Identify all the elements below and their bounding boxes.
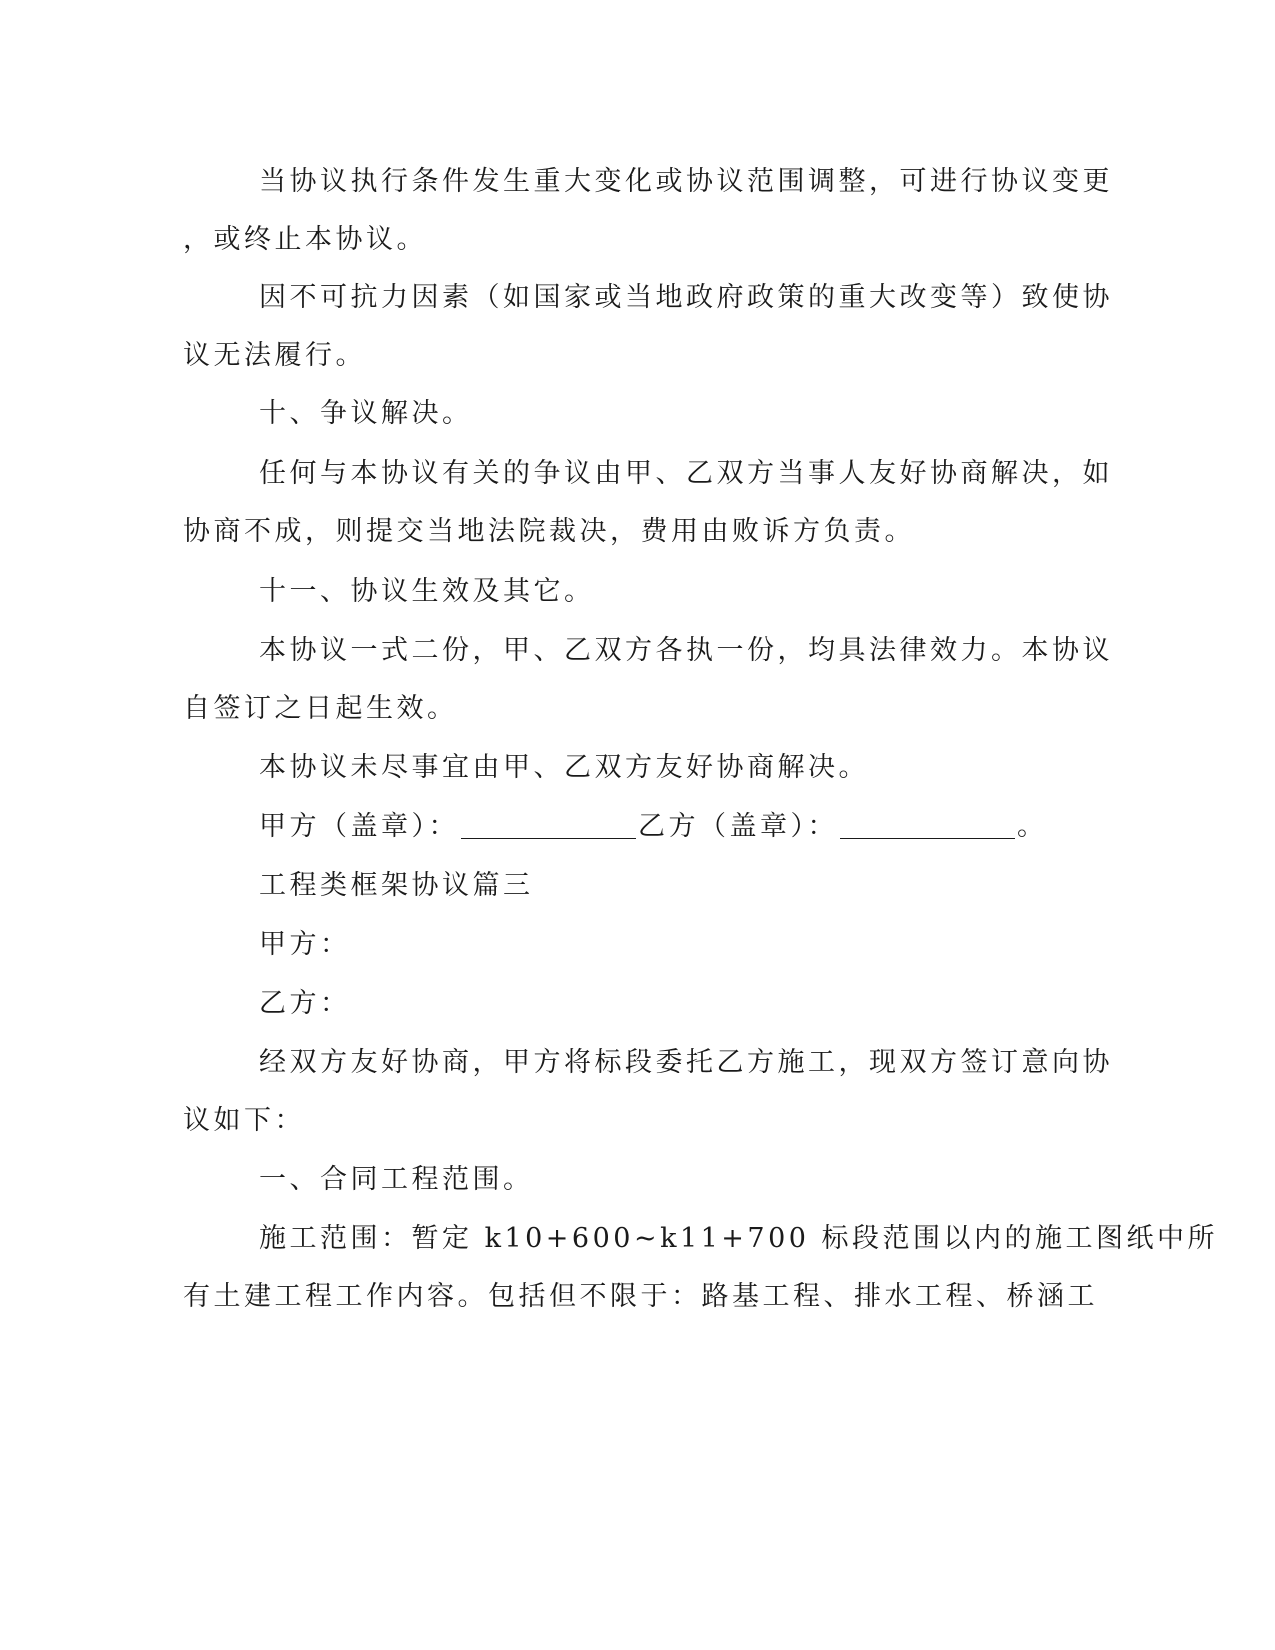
paragraph-line: 议如下： bbox=[183, 1105, 305, 1136]
signature-end: 。 bbox=[1017, 811, 1048, 842]
section-title: 工程类框架协议篇三 bbox=[259, 870, 534, 901]
section-heading: 十、争议解决。 bbox=[259, 398, 473, 429]
paragraph-line: 本协议未尽事宜由甲、乙双方友好协商解决。 bbox=[259, 752, 869, 783]
paragraph-line: 有土建工程工作内容。包括但不限于：路基工程、排水工程、桥涵工 bbox=[183, 1281, 1098, 1312]
party-b-label: 乙方： bbox=[259, 988, 351, 1019]
paragraph-line: 经双方友好协商，甲方将标段委托乙方施工，现双方签订意向协 bbox=[259, 1047, 1113, 1078]
paragraph-line: ，或终止本协议。 bbox=[183, 224, 427, 255]
paragraph-line: 施工范围：暂定 k10+600~k11+700 标段范围以内的施工图纸中所 bbox=[259, 1223, 1219, 1254]
party-a-label: 甲方： bbox=[259, 929, 351, 960]
paragraph-line: 自签订之日起生效。 bbox=[183, 693, 458, 724]
section-heading: 十一、协议生效及其它。 bbox=[259, 576, 595, 607]
section-heading: 一、合同工程范围。 bbox=[259, 1164, 534, 1195]
paragraph-line: 议无法履行。 bbox=[183, 340, 366, 371]
paragraph-line: 任何与本协议有关的争议由甲、乙双方当事人友好协商解决，如 bbox=[259, 458, 1113, 489]
party-b-seal-blank bbox=[840, 812, 1015, 839]
paragraph-line: 本协议一式二份，甲、乙双方各执一份，均具法律效力。本协议 bbox=[259, 635, 1113, 666]
party-b-seal-label: 乙方（盖章）： bbox=[638, 811, 838, 842]
party-a-seal-blank bbox=[461, 812, 636, 839]
paragraph-line: 因不可抗力因素（如国家或当地政府政策的重大改变等）致使协 bbox=[259, 282, 1113, 313]
party-a-seal-label: 甲方（盖章）： bbox=[259, 811, 459, 842]
paragraph-line: 协商不成，则提交当地法院裁决，费用由败诉方负责。 bbox=[183, 516, 915, 547]
paragraph-line: 当协议执行条件发生重大变化或协议范围调整，可进行协议变更 bbox=[259, 166, 1113, 197]
signature-line bbox=[259, 809, 1139, 845]
